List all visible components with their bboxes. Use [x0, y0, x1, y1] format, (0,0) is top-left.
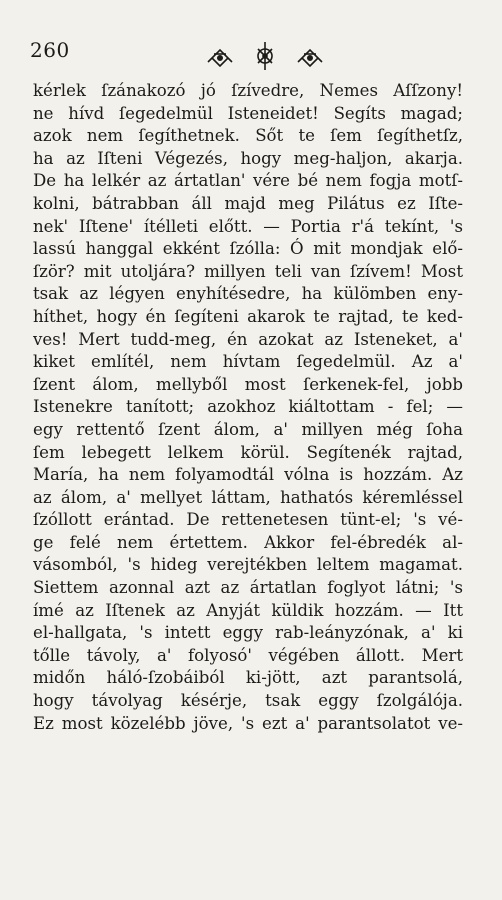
text-line: tőlle távoly, a' folyosó' végében állott. Mert	[33, 645, 463, 665]
text-line: kiket említél, nem hívtam ſegedelmül. Az a'	[33, 352, 463, 372]
text-line: egy rettentő ſzent álom, a' millyen még ſoha	[33, 419, 463, 439]
text-line: ne hívd ſegedelmül Isteneidet! Segíts magad;	[33, 103, 463, 123]
text-line: az álom, a' mellyet láttam, hathatós kéremléssel	[33, 487, 463, 507]
page-number: 260	[30, 38, 70, 62]
text-line: kolni, bátrabban áll majd meg Pilátus ez Iſte-	[33, 193, 463, 213]
text-line: ſzóllott erántad. De rettenetesen tünt-el; 's vé-	[33, 510, 463, 530]
text-line: vásomból, 's hideg verejtékben leltem magamat.	[33, 555, 463, 575]
text-line: ha az Iſteni Végezés, hogy meg-haljon, akarja.	[33, 148, 463, 168]
text-line: Istenekre tanított; azokhoz kiáltottam - fel; —	[33, 397, 463, 417]
text-line: ſzent álom, mellyből most ſerkenek-fel, jobb	[33, 374, 463, 394]
text-line: azok nem ſegíthetnek. Sőt te ſem ſegíthetſz,	[33, 126, 463, 146]
text-line: Siettem azonnal azt az ártatlan foglyot látni; 's	[33, 578, 463, 598]
text-line: nek' Iſtene' ítélleti előtt. — Portia r'á tekínt, 's	[33, 216, 463, 236]
text-line: el-hallgata, 's intett eggy rab-leányzónak, a' ki	[33, 623, 463, 643]
decorative-fleuron-icon	[200, 40, 330, 72]
text-line: tsak az légyen enyhítésedre, ha külömben eny-	[33, 284, 463, 304]
text-line: María, ha nem folyamodtál vólna is hozzám. Az	[33, 465, 463, 485]
page-body-text	[33, 80, 463, 735]
text-line: De ha lelkér az ártatlan' vére bé nem fogja motſ-	[33, 171, 463, 191]
text-line: lassú hanggal ekként ſzólla: Ó mit mondjak elő-	[33, 239, 463, 259]
text-line: ſem lebegett lelkem körül. Segítenék rajtad,	[33, 442, 463, 462]
text-line: híthet, hogy én ſegíteni akarok te rajtad, te ked-	[33, 306, 463, 326]
text-line: ſzör? mit utoljára? millyen teli van ſzívem! Most	[33, 261, 463, 281]
text-line: midőn háló-ſzobáiból ki-jött, azt parantsolá,	[33, 668, 463, 688]
text-line: hogy távolyag késérje, tsak eggy ſzolgálója.	[33, 691, 463, 711]
page-header	[30, 38, 470, 78]
text-line: ves! Mert tudd-meg, én azokat az Isteneket, a'	[33, 329, 463, 349]
text-line: Ez most közelébb jöve, 's ezt a' parantsolatot ve-	[33, 713, 463, 733]
text-line: kérlek ſzánakozó jó ſzívedre, Nemes Aſſzony!	[33, 81, 463, 100]
text-line: ge felé nem értettem. Akkor fel-ébredék al-	[33, 532, 463, 552]
text-line: ímé az Iſtenek az Anyját küldik hozzám. — Itt	[33, 600, 463, 620]
